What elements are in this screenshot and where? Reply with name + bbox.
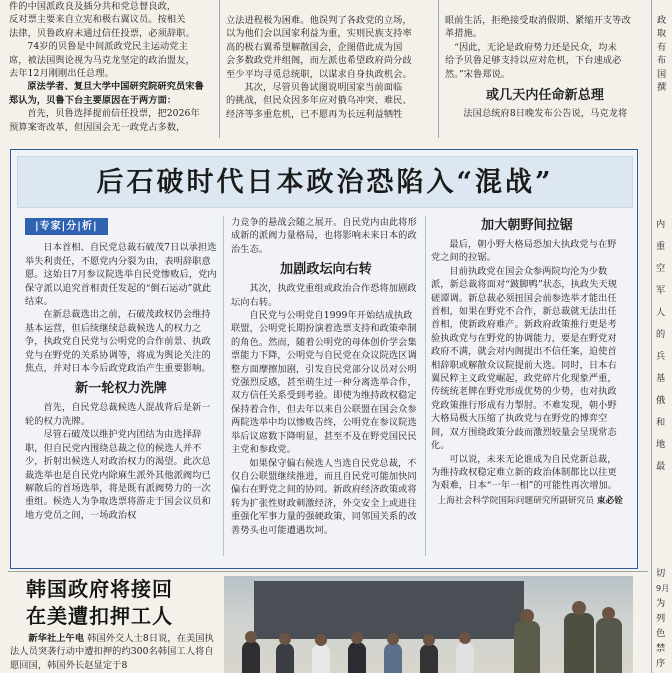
photo-figure <box>348 642 366 673</box>
strip-char: 和 <box>656 417 666 428</box>
top-col1-line: 去年12月刚刚出任总理。 <box>9 68 114 80</box>
column-rule <box>219 0 220 138</box>
author-org: 上海社会科学院国际问题研究所副研究员 <box>437 495 595 506</box>
expert-byline: 原法学者、复旦大学中国研究院研究员宋鲁郑认为，贝鲁下台主要原因在于两方面： <box>9 81 204 106</box>
right-strip-upper <box>656 214 672 478</box>
photo-figure-head <box>423 634 435 646</box>
top-col2-line: 的挑战，但民众因多年应对俄乌冲突、难民、 <box>226 95 412 107</box>
photo-figure-head <box>351 632 363 644</box>
top-col4-char: 国 <box>657 68 667 80</box>
headline-banner <box>17 156 633 208</box>
top-col4-char: 有 <box>657 41 667 53</box>
top-col2-line: 其次，尽管贝鲁试图说明国家当前面临 <box>244 82 403 94</box>
photo-figure <box>242 641 260 673</box>
feature-col-1 <box>25 216 217 522</box>
strip-char: 禁 <box>656 643 666 654</box>
feature-article-box <box>10 149 638 569</box>
top-col-4 <box>657 14 672 94</box>
author-name: 束必铨 <box>596 495 623 506</box>
paragraph: 日本首相、自民党总裁石破茂7日以承担选举失利责任，不愿党内分裂为由，表明辞职意愿。这始日7月参议院选举自民党惨败后，党内保守派以追究首相责任发起的“倒石运动”就此结束。 <box>25 242 217 308</box>
top-col3-line: 给予贝鲁足够支持以应对危机，下台速成必 <box>445 55 622 67</box>
feature-headline: 后石破时代日本政治恐陷入“混战” <box>96 167 554 198</box>
right-strip-lower <box>656 566 672 671</box>
photo-figure <box>456 642 474 673</box>
feature-col-2 <box>231 216 421 537</box>
paragraph: 如果保守偏右候选人当选自民党总裁，不仅自公联盟继续推进，而且自民党可能加快同偏右在野党之间的协同。新政府经济政策或将转为扩张性财政刺激经济，外交安全上或进往重强化军事力量的强硬政策，同邻国关系的改善势头也可能遭遇坎坷。 <box>231 457 417 536</box>
subheading-ruling-opposition-tug: 加大朝野间拉锯 <box>481 218 573 233</box>
photo-agent-head <box>602 607 615 620</box>
photo-agent-head <box>572 601 586 615</box>
strip-char: 军 <box>656 285 666 296</box>
top-col1-line: 74岁的贝鲁是中间派政党民主运动党主 <box>27 41 188 53</box>
strip-char: 内 <box>656 219 666 230</box>
strip-char: 列 <box>656 613 666 624</box>
top-col3-line: 眼前生活，拒绝接受取消假期、紧缩开支等改 <box>445 15 631 26</box>
top-col1-tail: 首先，贝鲁选择提前信任投票，把2026年预算案寄改革，但因国会无一政党占多数， <box>9 108 200 133</box>
paragraph: 目前执政党在国会众参两院均沦为少数派，新总裁将面对“跛脚鸭”状态，执政失天规磋谭调。新总裁必须扭国会前参选举才能出任首相，如果在野党不合作，新总裁就无法出任首相，使新政府难产。新政府政策推行更是考验执政党与在野党的协调能力，要是在野党对政府不满，就会对内阁提出不信任案，迫使首相辞职或解散众议院提前大选。同时，日本右翼民粹主义政党崛起，政党碎片化现象严重，传统统老牌在野党形成优势的少势，也对执政党政策推行形成有力掣肘。不难发现，朝小野大格局极大压缩了执政党与在野党的博弈空间，双方围绕政策分歧而激烈较量会呈现常态化。 <box>431 265 618 452</box>
top-col1-line: 件的中国派政良及插分共和党总督良政， <box>9 1 177 12</box>
photo-agent <box>564 613 594 673</box>
section-headline: 或几天内任命新总理 <box>486 88 604 104</box>
strip-char: 最 <box>656 461 666 472</box>
top-col2-line: 以为他们会以国家利益为重，实则民族支持率 <box>226 28 412 40</box>
strip-char: 俄 <box>656 395 666 406</box>
strip-char: 兵 <box>656 351 666 362</box>
paragraph: 最后，朝小野大格局恐加大执政党与在野党之间的拉锯。 <box>431 239 617 264</box>
korea-title-line1: 韩国政府将接回 <box>26 577 173 601</box>
top-col1-line: 法律，贝鲁政府未通过信任投票，必须辞职。 <box>9 27 195 39</box>
top-col-1 <box>9 0 209 134</box>
expert-analysis-rubric: |专家|分|析| <box>25 218 108 235</box>
korea-title-line2: 在美遭扣押工人 <box>26 604 173 628</box>
top-col4-char: 布 <box>657 55 667 67</box>
subheading-shift-right: 加剧政坛向右转 <box>280 262 372 278</box>
strip-char: 空 <box>656 263 666 274</box>
top-col2-line: 至少平均寻觅总统职，以谋求自身执政机会。 <box>226 68 412 80</box>
top-col4-char: 取 <box>657 28 667 40</box>
photo-agent <box>596 618 622 673</box>
top-col3-tail: 法国总统府8日晚发布公告说，马克龙将 <box>463 108 628 120</box>
strip-char: 为 <box>656 598 666 609</box>
strip-char: 地 <box>656 439 666 450</box>
strip-char: 的 <box>656 329 666 340</box>
photo-figure-head <box>245 631 257 643</box>
column-rule <box>223 216 224 556</box>
author-byline <box>431 495 623 507</box>
column-rule <box>651 0 652 673</box>
feature-col-3 <box>431 216 623 507</box>
paragraph: 力竞争的悬战会随之展开。自民党内由此将形成新的派阀力量格局，也将影响未来日本的政治生态。 <box>231 217 417 255</box>
korea-article <box>10 576 216 672</box>
strip-char: 基 <box>656 373 666 384</box>
column-rule <box>438 0 439 138</box>
photo-background-wall <box>254 581 524 639</box>
strip-char: 重 <box>656 241 666 252</box>
photo-figure-head <box>387 633 399 645</box>
paragraph: 尽管石破茂以维护党内团结为由选择辞职，但自民党内围绕总裁之位的候选人并不少，折射出候选人对政治权力的渴望。此次总裁选举也是自民党内除麻生派外其他派阀均已解散后的首场选举，将是既有派阀势力的一次重组。候选人为争取选票将游走于国会议员和地方党员之间，一场政治权 <box>25 429 211 521</box>
top-col3-line: “因此，无论是政府势力还是民众，均未 <box>454 41 617 53</box>
top-col2-line: 立法进程极为困难。他误判了各政党的立场， <box>226 15 412 26</box>
paragraph: 自民党与公明党自1999年开始结成执政联盟，公明党长期扮演着选票支持和政策牵制的角色。然而，随着公明党的母体创价学会集票能力下降，公明党与自民党在众议院选区调整方面摩擦加剧，引发自民党部分议员对公明党强烈反感，甚至萌生过一种分离选举合作，双方信任关系受到考验。即使为维持政权稳定保持着合作，但去年以来自公联盟在国会众参两院选举中均以惨败告终，公明党在参议院选举后议席数下降明显，甚至不及在野党国民民主党和参政党。 <box>231 310 417 456</box>
top-col-3 <box>445 14 645 120</box>
paragraph: 在新总裁选出之前，石破茂政权仍会维持基本运营，但后续继续总裁候选人的权力之争，执政党自民党与公明党的合作前景、执政党与在野党的关系协调等，将成为舆论关注的焦点，并对日本今后政党政治产生重要影响。 <box>25 309 211 375</box>
korea-body <box>10 632 216 672</box>
strip-char: 9月 <box>656 584 670 593</box>
subheading-power-reshuffle: 新一轮权力洗牌 <box>75 381 167 397</box>
photo-figure-head <box>279 633 291 645</box>
photo-figure <box>384 643 402 673</box>
photo-figure <box>420 644 438 673</box>
column-rule <box>425 216 426 556</box>
photo-figure <box>312 644 330 673</box>
top-col1-line: 反对票主要来自立宪和极右翼议员。按相关 <box>9 14 186 26</box>
top-col4-char: 政 <box>657 15 667 26</box>
news-photo <box>224 576 633 673</box>
strip-char: 色 <box>656 628 666 639</box>
photo-figure-head <box>315 634 327 646</box>
top-col2-line: 会多数政党并组阁，而左派也希望政府尚分歧 <box>226 55 412 67</box>
top-col3-line: 然。”宋鲁郑说。 <box>445 68 511 80</box>
top-col3-line: 革措施。 <box>445 28 483 40</box>
dateline: 新华社上午电 <box>28 633 85 644</box>
photo-figure <box>276 643 294 673</box>
strip-char: 人 <box>656 307 666 318</box>
top-col2-line: 经济等多重危机，已不愿再为长远利益牺牲 <box>226 108 403 120</box>
top-col2-line: 高的极右翼希望解散国会，企图借此成为国 <box>226 41 403 53</box>
photo-agent <box>514 621 540 673</box>
top-col1-line: 席，被法国舆论视为马克龙坚定的政治盟友， <box>9 54 195 66</box>
paragraph: 首先，自民党总裁候选人混战背后是新一轮的权力洗牌。 <box>25 402 211 427</box>
photo-figure-head <box>459 632 471 644</box>
strip-char: 切 <box>656 568 666 579</box>
korea-body-text: 韩国外交人士8日说，在美国执法人员突袭行动中遭扣押的约300名韩国工人将自愿回国，韩国外长赵显定于8 <box>10 633 214 671</box>
paragraph: 可以说，未来无论谁成为自民党新总裁，为维持政权稳定难立新的政治体制都比以往更为艰难，日本“一年一相”的可能性再次增加。 <box>431 453 618 492</box>
top-col4-char: 撰 <box>657 82 667 94</box>
photo-agent-head <box>520 609 534 623</box>
strip-char: 序 <box>656 658 666 669</box>
top-col-2 <box>226 14 431 121</box>
paragraph: 其次，执政党重组或政治合作恐将加剧政坛向右转。 <box>231 283 417 308</box>
section-rule <box>8 571 648 572</box>
